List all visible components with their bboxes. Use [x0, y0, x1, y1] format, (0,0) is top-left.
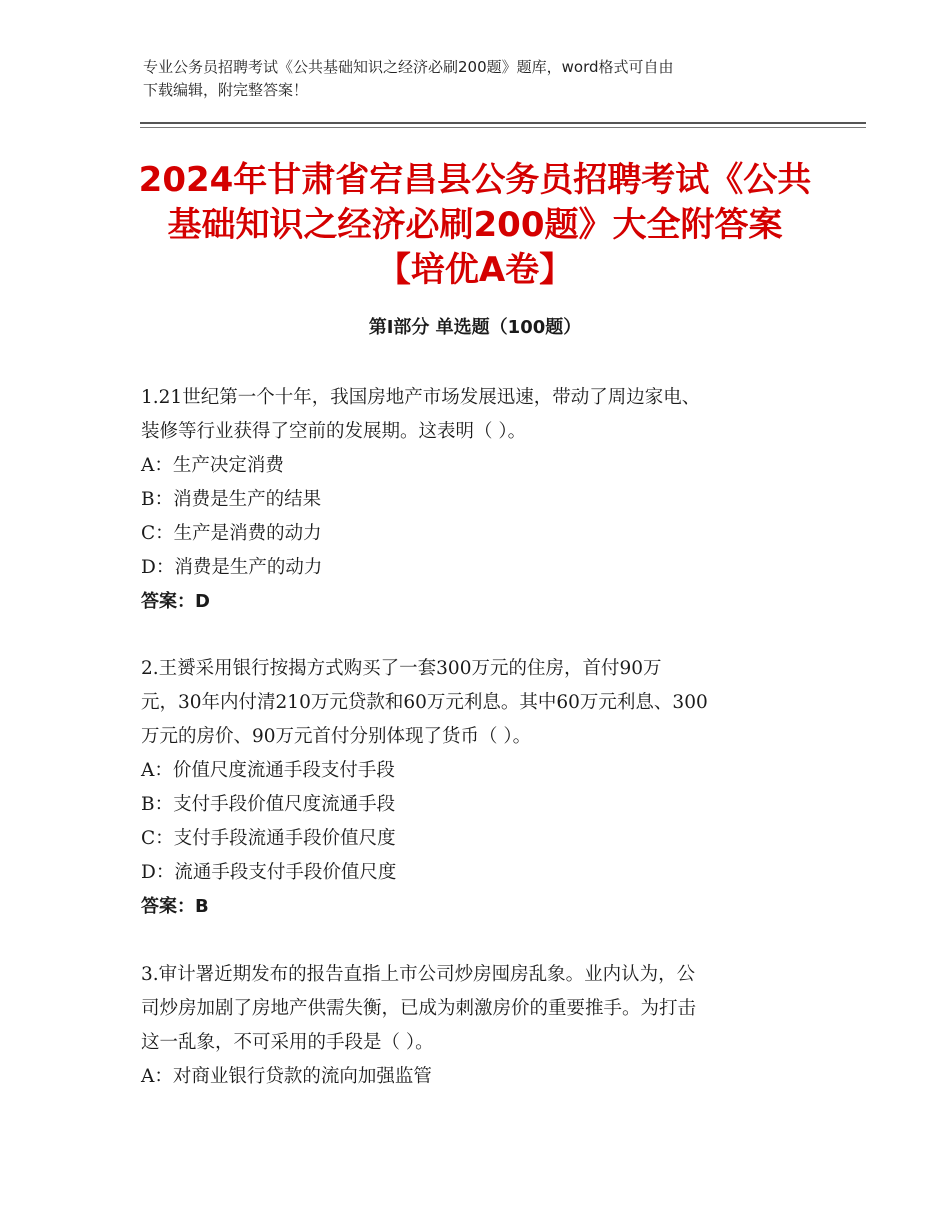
header-note-line: 专业公务员招聘考试《公共基础知识之经济必刷200题》题库，word格式可自由 — [143, 58, 674, 76]
title-line: 【培优A卷】 — [376, 250, 574, 290]
question-text: 司炒房加剧了房地产供需失衡，已成为刺激房价的重要推手。为打击 — [141, 998, 697, 1019]
question-text: 万元的房价、90万元首付分别体现了货币（ ）。 — [141, 726, 532, 747]
section-title: 第Ⅰ部分 单选题（100题） — [368, 317, 582, 338]
option-b: B：消费是生产的结果 — [141, 489, 322, 510]
question-text: 3.审计署近期发布的报告直指上市公司炒房囤房乱象。业内认为，公 — [141, 964, 696, 985]
answer: 答案：B — [141, 896, 209, 917]
option-b: B：支付手段价值尺度流通手段 — [141, 794, 396, 815]
option-c: C：支付手段流通手段价值尺度 — [141, 828, 396, 849]
question-block — [141, 381, 821, 619]
question-block — [141, 958, 821, 1094]
question-text: 1.21世纪第一个十年，我国房地产市场发展迅速，带动了周边家电、 — [141, 387, 701, 408]
option-a: A：价值尺度流通手段支付手段 — [141, 760, 395, 781]
title-line: 2024年甘肃省宕昌县公务员招聘考试《公共 — [138, 160, 812, 200]
question-block — [141, 652, 821, 924]
option-d: D：消费是生产的动力 — [141, 557, 323, 578]
document-title — [120, 158, 830, 293]
option-d: D：流通手段支付手段价值尺度 — [141, 862, 397, 883]
header-divider — [140, 122, 866, 124]
header-note — [143, 56, 808, 102]
header-divider-thin — [140, 127, 866, 128]
header-note-line: 下载编辑，附完整答案！ — [143, 81, 309, 99]
option-a: A：生产决定消费 — [141, 455, 284, 476]
question-text: 这一乱象，不可采用的手段是（ ）。 — [141, 1032, 434, 1053]
question-text: 装修等行业获得了空前的发展期。这表明（ ）。 — [141, 421, 527, 442]
option-c: C：生产是消费的动力 — [141, 523, 322, 544]
question-text: 元，30年内付清210万元贷款和60万元利息。其中60万元利息、300 — [141, 692, 708, 713]
title-line: 基础知识之经济必刷200题》大全附答案 — [167, 205, 783, 245]
option-a: A：对商业银行贷款的流向加强监管 — [141, 1066, 432, 1087]
answer: 答案：D — [141, 591, 210, 612]
question-text: 2.王赟采用银行按揭方式购买了一套300万元的住房，首付90万 — [141, 658, 662, 679]
